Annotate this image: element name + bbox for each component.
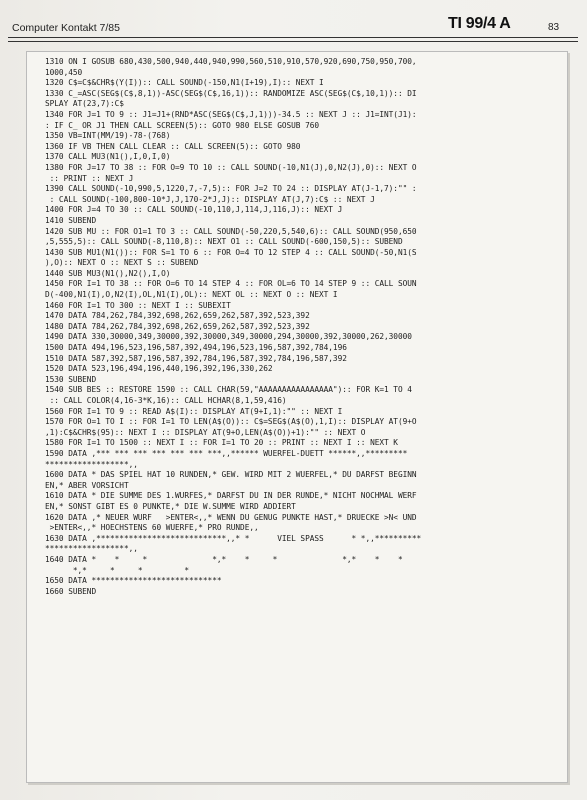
code-line: 1500 DATA 494,196,523,196,587,392,494,196,523,196,587,392,784,196	[45, 343, 347, 353]
code-line: 1640 DATA * * * *,* * * *,* * *	[45, 554, 403, 564]
code-line: 1420 SUB MU :: FOR O1=1 TO 3 :: CALL SOUND(-50,220,5,540,6):: CALL SOUND(950,650	[45, 226, 417, 236]
program-listing	[26, 51, 568, 783]
code-line: ),O):: NEXT O :: NEXT S :: SUBEND	[45, 258, 199, 268]
code-line: 1460 FOR I=1 TO 300 :: NEXT I :: SUBEXIT	[45, 300, 231, 310]
code-line: 1350 VB=INT(MM/19)-78-(768)	[45, 131, 171, 141]
section-title: TI 99/4 A	[448, 15, 511, 32]
code-line: 1490 DATA 330,30000,349,30000,392,30000,349,30000,294,30000,392,30000,262,30000	[45, 332, 412, 342]
code-line: >ENTER<,,* HOECHSTENS 60 WUERFE,* PRO RUNDE,,	[45, 523, 259, 533]
code-line: 1660 SUBEND	[45, 586, 97, 596]
code-line: 1510 DATA 587,392,587,196,587,392,784,196,587,392,784,196,587,392	[45, 353, 347, 363]
code-line: EN,* ABER VORSICHT	[45, 480, 129, 490]
code-line: 1400 FOR J=4 TO 30 :: CALL SOUND(-10,110,J,114,J,116,J):: NEXT J	[45, 205, 343, 215]
code-line: 1320 C$=C$&CHR$(Y(I)):: CALL SOUND(-150,N1(I+19),I):: NEXT I	[45, 78, 324, 88]
code-line: 1380 FOR J=17 TO 38 :: FOR O=9 TO 10 :: CALL SOUND(-10,N1(J),0,N2(J),0):: NEXT O	[45, 162, 417, 172]
code-line: 1590 DATA ,*** *** *** *** *** *** ***,,****** WUERFEL-DUETT ******,,*********	[45, 448, 408, 458]
code-line: :: CALL COLOR(4,16-3*K,16):: CALL HCHAR(8,1,59,416)	[45, 396, 287, 405]
code-line: 1340 FOR J=1 TO 9 :: J1=J1+(RND*ASC(SEG$(C$,J,1)))-34.5 :: NEXT J :: J1=INT(J1):	[45, 109, 417, 119]
code-line: 1430 SUB MU1(N1()):: FOR S=1 TO 6 :: FOR O=4 TO 12 STEP 4 :: CALL SOUND(-50,N1(S	[45, 247, 417, 257]
code-line: 1360 IF VB THEN CALL CLEAR :: CALL SCREEN(5):: GOTO 980	[45, 141, 301, 151]
code-line: SPLAY AT(23,7):C$	[45, 99, 124, 109]
code-line: 1530 SUBEND	[45, 374, 97, 384]
code-line: 1570 FOR O=1 TO I :: FOR I=1 TO LEN(A$(O)):: C$=SEG$(A$(O),1,I):: DISPLAY AT(9+O	[45, 417, 417, 427]
code-line: : CALL SOUND(-100,800-10*J,J,170-2*J,J):: DISPLAY AT(J,7):C$ :: NEXT J	[45, 194, 375, 204]
code-line: 1440 SUB MU3(N1(),N2(),I,O)	[45, 268, 171, 278]
code-line: 1520 DATA 523,196,494,196,440,196,392,196,330,262	[45, 364, 273, 374]
code-line: 1610 DATA * DIE SUMME DES 1.WURFES,* DARFST DU IN DER RUNDE,* NICHT NOCHMAL WERF	[45, 491, 417, 501]
code-line: ******************,,	[45, 544, 138, 554]
code-line: ******************,,	[45, 459, 138, 469]
code-line: 1650 DATA ****************************	[45, 576, 222, 586]
code-line: 1600 DATA * DAS SPIEL HAT 10 RUNDEN,* GEW. WIRD MIT 2 WUERFEL,* DU DARFST BEGINN	[45, 470, 417, 480]
code-line: 1470 DATA 784,262,784,392,698,262,659,262,587,392,523,392	[45, 311, 310, 321]
code-line: 1540 SUB BES :: RESTORE 1590 :: CALL CHAR(59,"AAAAAAAAAAAAAAAA"):: FOR K=1 TO 4	[45, 385, 412, 395]
code-line: EN,* SONST GIBT ES 0 PUNKTE,* DIE W.SUMME WIRD ADDIERT	[45, 501, 296, 511]
code-line: 1450 FOR I=1 TO 38 :: FOR O=6 TO 14 STEP 4 :: FOR OL=6 TO 14 STEP 9 :: CALL SOUN	[45, 279, 417, 289]
code-line: 1620 DATA ,* NEUER WURF >ENTER<,,* WENN DU GENUG PUNKTE HAST,* DRUECKE >N< UND	[45, 512, 417, 522]
code-line: 1560 FOR I=1 TO 9 :: READ A$(I):: DISPLAY AT(9+I,1):"" :: NEXT I	[45, 406, 343, 416]
code-line: 1410 SUBEND	[45, 215, 97, 225]
code-line: :: PRINT :: NEXT J	[45, 173, 134, 183]
code-line: D(-400,N1(I),O,N2(I),OL,N1(I),OL):: NEXT OL :: NEXT O :: NEXT I	[45, 290, 338, 300]
code-line: 1370 CALL MU3(N1(),I,0,I,0)	[45, 152, 171, 162]
code-line: 1330 C_=ASC(SEG$(C$,8,1))-ASC(SEG$(C$,16,1)):: RANDOMIZE ASC(SEG$(C$,10,1)):: DI	[45, 88, 417, 98]
magazine-title: Computer Kontakt 7/85	[12, 22, 120, 34]
code-line: *,* * * *	[45, 565, 189, 575]
code-block	[45, 57, 563, 597]
code-line: 1480 DATA 784,262,784,392,698,262,659,262,587,392,523,392	[45, 321, 310, 331]
code-line: 1000,450	[45, 67, 83, 77]
code-line: 1580 FOR I=1 TO 1500 :: NEXT I :: FOR I=1 TO 20 :: PRINT :: NEXT I :: NEXT K	[45, 438, 398, 448]
page-number: 83	[548, 22, 560, 33]
code-line: 1390 CALL SOUND(-10,990,5,1220,7,-7,5):: FOR J=2 TO 24 :: DISPLAY AT(J-1,7):"" :	[45, 184, 417, 194]
code-line: ,5,555,5):: CALL SOUND(-8,110,8):: NEXT O1 :: CALL SOUND(-600,150,5):: SUBEND	[45, 237, 403, 247]
code-line: : IF C_ OR J1 THEN CALL SCREEN(5):: GOTO 980 ELSE GOSUB 760	[45, 120, 320, 130]
header-rule-top	[8, 37, 578, 38]
code-line: 1310 ON I GOSUB 680,430,500,940,440,940,990,560,510,910,570,920,690,750,950,700,	[45, 57, 417, 66]
header-rule-bottom	[8, 41, 578, 42]
code-line: ,1):C$&CHR$(95):: NEXT I :: DISPLAY AT(9+O,LEN(A$(O))+1):"" :: NEXT O	[45, 427, 366, 437]
code-line: 1630 DATA ,****************************,,* * VIEL SPASS * *,,**********	[45, 533, 422, 543]
